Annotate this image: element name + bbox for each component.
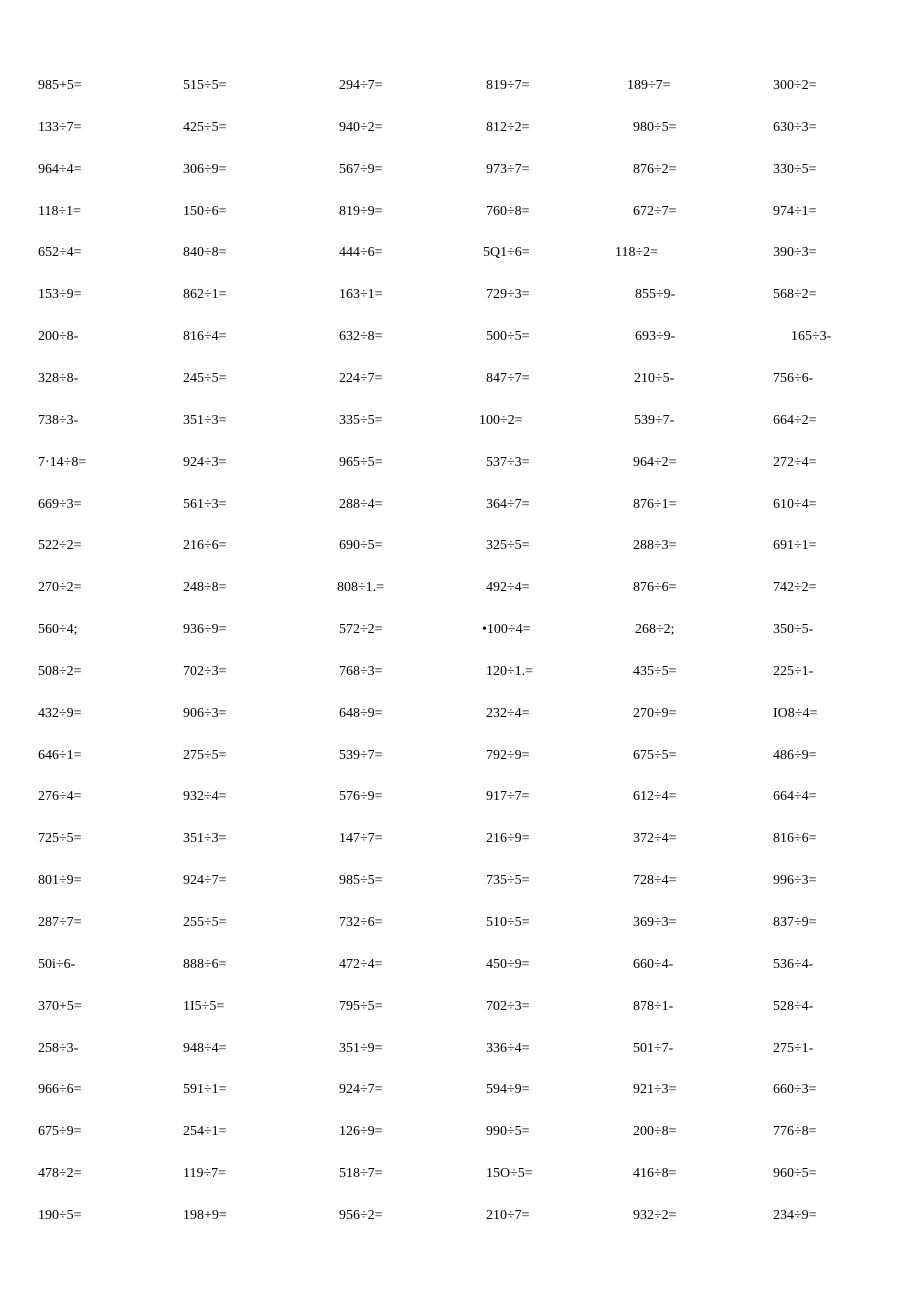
division-problem: 518÷7= bbox=[339, 1166, 383, 1181]
division-problem: 210÷7= bbox=[486, 1208, 530, 1223]
division-problem: 270÷9= bbox=[633, 706, 677, 721]
division-problem: 876÷6= bbox=[633, 580, 677, 595]
division-problem: 147÷7= bbox=[339, 831, 383, 846]
division-problem: 964÷4= bbox=[38, 162, 82, 177]
division-problem: 660÷4- bbox=[633, 957, 674, 972]
division-problem: 594÷9= bbox=[486, 1082, 530, 1097]
division-problem: 732÷6= bbox=[339, 915, 383, 930]
division-problem: 294÷7= bbox=[339, 78, 383, 93]
division-problem: 450÷9= bbox=[486, 957, 530, 972]
division-problem: 245÷5= bbox=[183, 371, 227, 386]
division-problem: 225÷1- bbox=[773, 664, 814, 679]
division-problem: 888÷6= bbox=[183, 957, 227, 972]
division-problem: 216÷6= bbox=[183, 538, 227, 553]
division-problem: 119÷7= bbox=[183, 1166, 227, 1181]
division-problem: 539÷7= bbox=[339, 748, 383, 763]
division-problem: 648÷9= bbox=[339, 706, 383, 721]
division-problem: 816÷6= bbox=[773, 831, 817, 846]
division-problem: 630÷3= bbox=[773, 120, 817, 135]
division-problem: 728÷4= bbox=[633, 873, 677, 888]
division-problem: 795÷5= bbox=[339, 999, 383, 1014]
division-problem: 258÷3- bbox=[38, 1041, 79, 1056]
division-problem: 940÷2= bbox=[339, 120, 383, 135]
division-problem: 435÷5= bbox=[633, 664, 677, 679]
division-problem: 536÷4- bbox=[773, 957, 814, 972]
division-problem: 478÷2= bbox=[38, 1166, 82, 1181]
division-problem: 510÷5= bbox=[486, 915, 530, 930]
division-problem: 500÷5= bbox=[486, 329, 530, 344]
division-problem: 985+5= bbox=[38, 78, 82, 93]
division-problem: 738÷3- bbox=[38, 413, 79, 428]
division-problem: 632÷8= bbox=[339, 329, 383, 344]
division-problem: 190÷5= bbox=[38, 1208, 82, 1223]
division-problem: 390÷3= bbox=[773, 245, 817, 260]
division-problem: 288÷3= bbox=[633, 538, 677, 553]
division-problem: 675÷5= bbox=[633, 748, 677, 763]
division-problem: 801÷9= bbox=[38, 873, 82, 888]
division-problem: 369÷3= bbox=[633, 915, 677, 930]
division-problem: 210÷5- bbox=[634, 371, 675, 386]
division-problem: 924÷3= bbox=[183, 455, 227, 470]
division-problem: 996÷3= bbox=[773, 873, 817, 888]
division-problem: 729÷3= bbox=[486, 287, 530, 302]
division-problem: 328÷8- bbox=[38, 371, 79, 386]
division-problem: 432÷9= bbox=[38, 706, 82, 721]
division-problem: 735÷5= bbox=[486, 873, 530, 888]
division-problem: 572÷2= bbox=[339, 622, 383, 637]
division-problem: 508÷2= bbox=[38, 664, 82, 679]
division-problem: 917÷7= bbox=[486, 789, 530, 804]
division-problem: 760÷8= bbox=[486, 204, 530, 219]
division-problem: 924÷7= bbox=[339, 1082, 383, 1097]
division-problem: 300÷2= bbox=[773, 78, 817, 93]
division-problem: 932÷4= bbox=[183, 789, 227, 804]
division-problem: 528÷4- bbox=[773, 999, 814, 1014]
division-problem: 198+9= bbox=[183, 1208, 227, 1223]
division-problem: 539÷7- bbox=[634, 413, 675, 428]
division-problem: 819÷9= bbox=[339, 204, 383, 219]
division-problem: 120÷1.= bbox=[486, 664, 534, 679]
division-problem: 816÷4= bbox=[183, 329, 227, 344]
division-problem: 501÷7- bbox=[633, 1041, 674, 1056]
division-problem: 725÷5= bbox=[38, 831, 82, 846]
division-problem: 560÷4; bbox=[38, 622, 78, 637]
division-problem: 921÷3= bbox=[633, 1082, 677, 1097]
division-problem: 126÷9= bbox=[339, 1124, 383, 1139]
division-problem: 163÷1= bbox=[339, 287, 383, 302]
division-problem: 776÷8= bbox=[773, 1124, 817, 1139]
division-problem: 966÷6= bbox=[38, 1082, 82, 1097]
division-problem: 216÷9= bbox=[486, 831, 530, 846]
division-problem: 275÷5= bbox=[183, 748, 227, 763]
division-problem: 906÷3= bbox=[183, 706, 227, 721]
division-problem: 768÷3= bbox=[339, 664, 383, 679]
division-problem: IO8÷4= bbox=[773, 706, 818, 721]
division-problem: 812÷2= bbox=[486, 120, 530, 135]
division-problem: 690÷5= bbox=[339, 538, 383, 553]
division-problem: 1I5÷5= bbox=[183, 999, 225, 1014]
division-problem: 664÷2= bbox=[773, 413, 817, 428]
division-problem: 287÷7= bbox=[38, 915, 82, 930]
division-problem: 980÷5= bbox=[633, 120, 677, 135]
division-problem: 270÷2= bbox=[38, 580, 82, 595]
division-problem: 364÷7= bbox=[486, 497, 530, 512]
division-problem: 756÷6- bbox=[773, 371, 814, 386]
division-problem: 118÷2= bbox=[615, 245, 659, 260]
division-problem: 416÷8= bbox=[633, 1166, 677, 1181]
division-problem: 133÷7= bbox=[38, 120, 82, 135]
division-problem: 272÷4= bbox=[773, 455, 817, 470]
division-problem: 7·14÷8= bbox=[38, 455, 87, 470]
division-problem: 306÷9= bbox=[183, 162, 227, 177]
division-problem: 50i÷6- bbox=[38, 957, 76, 972]
division-problem: 808÷1.= bbox=[337, 580, 385, 595]
division-problem: 200÷8- bbox=[38, 329, 79, 344]
division-problem: 948÷4= bbox=[183, 1041, 227, 1056]
division-problem: 150÷6= bbox=[183, 204, 227, 219]
division-problem: 985÷5= bbox=[339, 873, 383, 888]
division-problem: 990÷5= bbox=[486, 1124, 530, 1139]
division-problem: 351÷3= bbox=[183, 831, 227, 846]
division-problem: 330÷5= bbox=[773, 162, 817, 177]
division-problem: 855÷9- bbox=[635, 287, 676, 302]
division-problem: 862÷1= bbox=[183, 287, 227, 302]
division-problem: 568÷2= bbox=[773, 287, 817, 302]
division-problem: 234÷9= bbox=[773, 1208, 817, 1223]
division-problem: 522÷2= bbox=[38, 538, 82, 553]
division-problem: 840÷8= bbox=[183, 245, 227, 260]
division-problem: 819÷7= bbox=[486, 78, 530, 93]
division-problem: 591÷1= bbox=[183, 1082, 227, 1097]
division-problem: 15O÷5= bbox=[486, 1166, 533, 1181]
division-problem: 792÷9= bbox=[486, 748, 530, 763]
division-problem: 200÷8= bbox=[633, 1124, 677, 1139]
division-problem: 335÷5= bbox=[339, 413, 383, 428]
division-problem: 691÷1= bbox=[773, 538, 817, 553]
division-problem: 189÷7= bbox=[627, 78, 671, 93]
division-problem: 610÷4= bbox=[773, 497, 817, 512]
division-problem: 537÷3= bbox=[486, 455, 530, 470]
division-problem: 660÷3= bbox=[773, 1082, 817, 1097]
division-problem: 973÷7= bbox=[486, 162, 530, 177]
division-problem: 288÷4= bbox=[339, 497, 383, 512]
division-problem: 224÷7= bbox=[339, 371, 383, 386]
division-problem: 515÷5= bbox=[183, 78, 227, 93]
division-problem: 561÷3= bbox=[183, 497, 227, 512]
division-problem: 664÷4= bbox=[773, 789, 817, 804]
division-problem: 275÷1- bbox=[773, 1041, 814, 1056]
division-problem: 5Q1÷6= bbox=[483, 245, 530, 260]
division-problem: 370+5= bbox=[38, 999, 82, 1014]
division-problem: 350÷5- bbox=[773, 622, 814, 637]
division-problem: 675÷9= bbox=[38, 1124, 82, 1139]
division-problem: 702÷3= bbox=[183, 664, 227, 679]
division-problem: 646÷1= bbox=[38, 748, 82, 763]
division-problem: 932÷2= bbox=[633, 1208, 677, 1223]
division-problem: 486÷9= bbox=[773, 748, 817, 763]
division-problem: 351÷9= bbox=[339, 1041, 383, 1056]
division-problem: 165÷3- bbox=[791, 329, 832, 344]
division-problem: 693÷9- bbox=[635, 329, 676, 344]
division-problem: 153÷9= bbox=[38, 287, 82, 302]
division-problem: 232÷4= bbox=[486, 706, 530, 721]
division-problem: 742÷2= bbox=[773, 580, 817, 595]
division-problem: 255÷5= bbox=[183, 915, 227, 930]
division-problem: 351÷3= bbox=[183, 413, 227, 428]
division-problem: 652÷4= bbox=[38, 245, 82, 260]
division-problem: 325÷5= bbox=[486, 538, 530, 553]
division-problem: 974÷1= bbox=[773, 204, 817, 219]
division-problem: 878÷1- bbox=[633, 999, 674, 1014]
division-problem: 268÷2; bbox=[635, 622, 675, 637]
division-problem: 669÷3= bbox=[38, 497, 82, 512]
division-problem: 924÷7= bbox=[183, 873, 227, 888]
division-problem: 612÷4= bbox=[633, 789, 677, 804]
division-problem: 472÷4= bbox=[339, 957, 383, 972]
division-problem: 965÷5= bbox=[339, 455, 383, 470]
division-problem: 876÷1= bbox=[633, 497, 677, 512]
division-problem: 372÷4= bbox=[633, 831, 677, 846]
division-problem: 576÷9= bbox=[339, 789, 383, 804]
division-problem: 492÷4= bbox=[486, 580, 530, 595]
division-problem: 118÷1= bbox=[38, 204, 82, 219]
division-problem: 876÷2= bbox=[633, 162, 677, 177]
division-problem: 444÷6= bbox=[339, 245, 383, 260]
division-problem: 837÷9= bbox=[773, 915, 817, 930]
division-problem: 276÷4= bbox=[38, 789, 82, 804]
division-problem: 248÷8= bbox=[183, 580, 227, 595]
division-problem: •100÷4= bbox=[482, 622, 531, 637]
division-problem: 100÷2= bbox=[479, 413, 523, 428]
division-problem: 960÷5= bbox=[773, 1166, 817, 1181]
division-problem: 964÷2= bbox=[633, 455, 677, 470]
division-problem: 672÷7= bbox=[633, 204, 677, 219]
division-problem: 936÷9= bbox=[183, 622, 227, 637]
division-problem: 847÷7= bbox=[486, 371, 530, 386]
division-problem: 702÷3= bbox=[486, 999, 530, 1014]
division-problem: 336÷4= bbox=[486, 1041, 530, 1056]
division-problem: 956÷2= bbox=[339, 1208, 383, 1223]
division-problem: 425÷5= bbox=[183, 120, 227, 135]
division-problem: 254÷1= bbox=[183, 1124, 227, 1139]
division-problem: 567÷9= bbox=[339, 162, 383, 177]
